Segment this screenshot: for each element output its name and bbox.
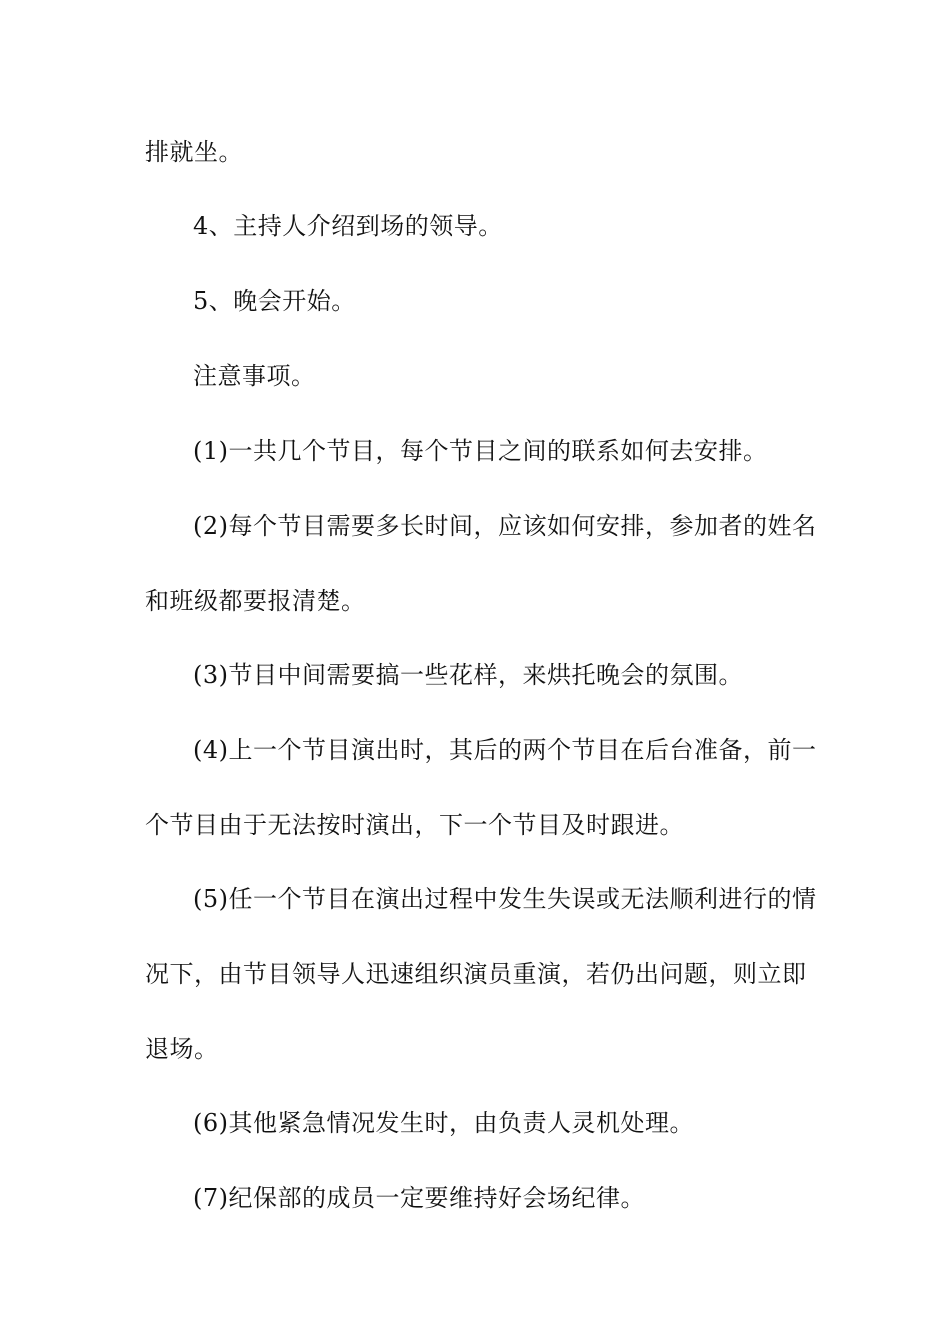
- text-line: 注意事项。: [193, 362, 316, 390]
- text-line: (4)上一个节目演出时，其后的两个节目在后台准备，前一: [193, 736, 817, 764]
- text-line: (5)任一个节目在演出过程中发生失误或无法顺利进行的情: [193, 885, 817, 913]
- text-line: 5、晚会开始。: [193, 287, 356, 315]
- text-line: 和班级都要报清楚。: [145, 587, 366, 615]
- text-line: (1)一共几个节目，每个节目之间的联系如何去安排。: [193, 437, 768, 465]
- text-line: 个节目由于无法按时演出，下一个节目及时跟进。: [145, 811, 684, 839]
- text-line: 排就坐。: [145, 138, 243, 166]
- text-line: (3)节目中间需要搞一些花样，来烘托晚会的氛围。: [193, 661, 743, 689]
- text-line: 4、主持人介绍到场的领导。: [193, 212, 503, 240]
- text-line: 退场。: [145, 1035, 219, 1063]
- text-line: (2)每个节目需要多长时间，应该如何安排，参加者的姓名: [193, 512, 817, 540]
- text-line: (6)其他紧急情况发生时，由负责人灵机处理。: [193, 1109, 694, 1137]
- text-line: 况下，由节目领导人迅速组织演员重演，若仍出问题，则立即: [145, 960, 807, 988]
- text-line: (7)纪保部的成员一定要维持好会场纪律。: [193, 1184, 645, 1212]
